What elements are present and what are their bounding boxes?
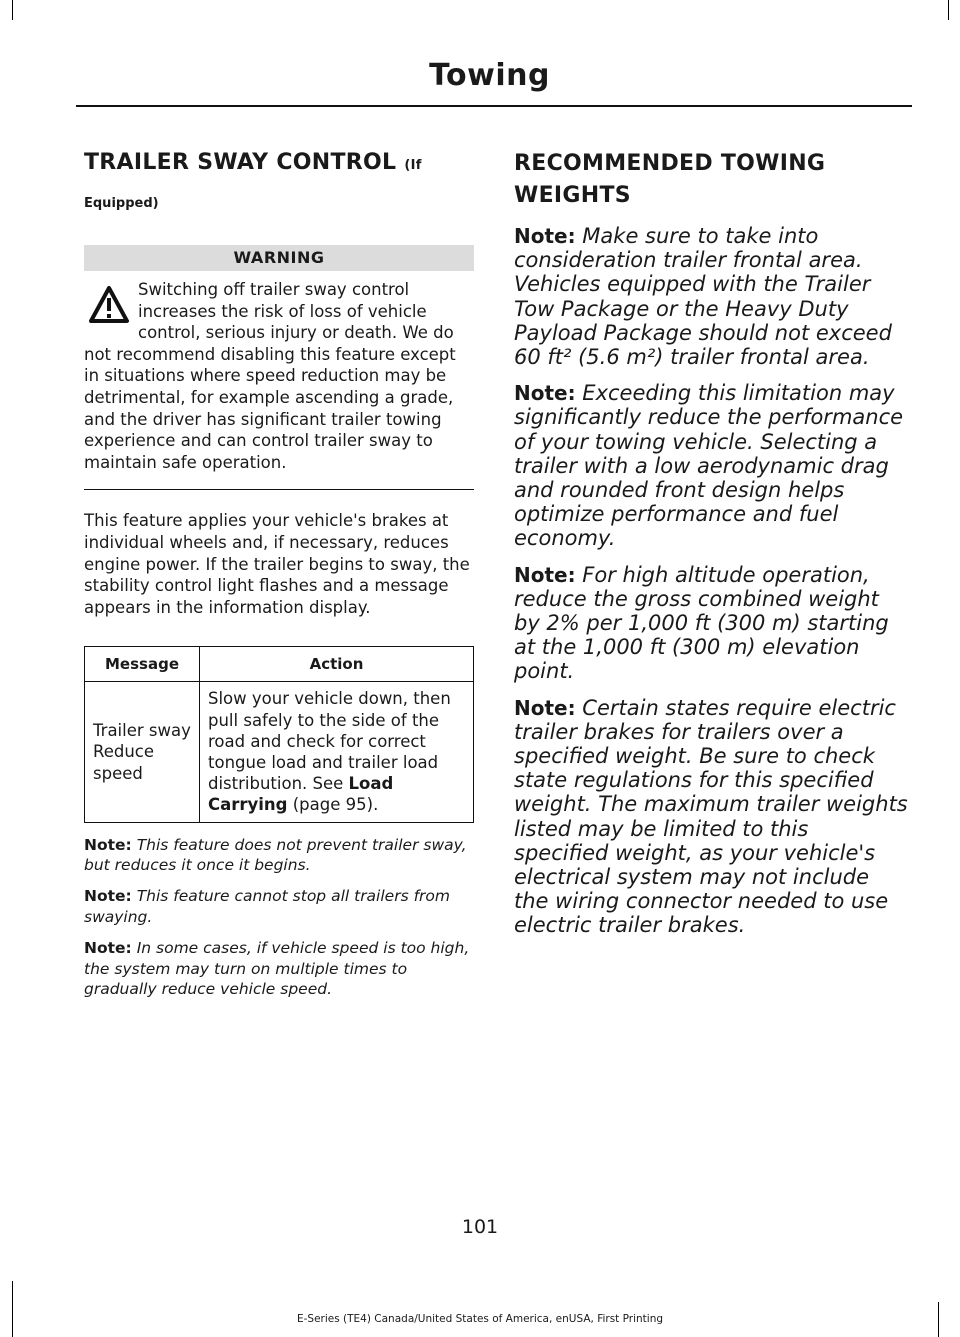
col-message-header: Message	[85, 647, 200, 682]
note-item: Note: For high altitude operation, reduce the gross combined weight by 2% per 1,000 ft (300 m) starting at the 1,000 ft (300 m) elevation point.	[514, 562, 889, 684]
warning-rule	[84, 489, 474, 490]
section-title: Towing	[429, 58, 550, 93]
page-number: 101	[461, 1216, 499, 1238]
note-item: Note: Exceeding this limitation may significantly reduce the performance of your towing vehicle. Selecting a trailer with a low aerodynamic drag and rounded front design helps optimize performance and fuel economy.	[514, 381, 904, 551]
footer-text: E-Series (TE4) Canada/United States of America, enUSA, First Printing	[296, 1313, 664, 1325]
warning-box	[84, 279, 474, 473]
towing-weights-heading-line2: WEIGHTS	[514, 183, 631, 208]
message-table	[84, 646, 474, 822]
right-notes	[514, 224, 909, 938]
crop-mark-top-left	[12, 0, 13, 20]
note-item: Note: This feature does not prevent trailer sway, but reduces it once it begins.	[84, 835, 467, 875]
note-item: Note: Make sure to take into consideration trailer frontal area. Vehicles equipped with the Trailer Tow Package or the Heavy Duty Payload Package should not exceed 60 ft² (5.6 m²) trailer frontal area.	[514, 224, 892, 370]
warning-triangle-icon	[88, 285, 130, 325]
action-text: Slow your vehicle down, then pull safely to the side of the road and check for correct tongue load and trailer load distribution. See	[208, 689, 451, 794]
heading-suffix: (If	[404, 158, 422, 173]
action-cell	[200, 682, 474, 822]
page-reference: (page 95).	[287, 795, 379, 815]
warning-label: WARNING	[84, 245, 474, 271]
col-action-header: Action	[200, 647, 474, 682]
left-column	[84, 148, 474, 1000]
crop-mark-bottom-left	[12, 1281, 13, 1337]
note-item: Note: In some cases, if vehicle speed is too high, the system may turn on multiple times to gradually reduce vehicle speed.	[84, 938, 470, 999]
table-header-row	[85, 647, 474, 682]
crop-mark-top-right	[948, 0, 949, 20]
trailer-sway-heading: TRAILER SWAY CONTROL (If	[84, 150, 422, 175]
heading-equipped: Equipped)	[84, 196, 159, 211]
note-item: Note: This feature cannot stop all trailers from swaying.	[84, 887, 450, 926]
table-row	[85, 682, 474, 822]
intro-paragraph: This feature applies your vehicle's brakes at individual wheels and, if necessary, reduces engine power. If the trailer begins to sway, the stability control light flashes and a message appears in the information display.	[84, 511, 470, 617]
note-item: Note: Certain states require electric trailer brakes for trailers over a specified weight. Be sure to check state regulations for this specified weight. The maximum trailer weights listed may be limited to this specified weight, as your vehicle's electrical system may not include the wiring connector needed to use electric trailer brakes.	[514, 695, 908, 938]
right-column	[514, 148, 909, 938]
load-carrying-link[interactable]: Load Carrying	[208, 774, 394, 815]
message-cell: Trailer sway Reduce speed	[85, 682, 200, 822]
towing-weights-heading-line1: RECOMMENDED TOWING	[514, 151, 826, 176]
warning-text: Switching off trailer sway control increases the risk of loss of vehicle control, serious injury or death. We do not recommend disabling this feature except in situations where speed reduction may be detrimental, for example ascending a grade, and the driver has significant trailer towing experience and can control trailer sway to maintain safe operation.	[84, 280, 456, 472]
left-notes	[84, 835, 474, 1001]
header-rule	[76, 105, 912, 107]
